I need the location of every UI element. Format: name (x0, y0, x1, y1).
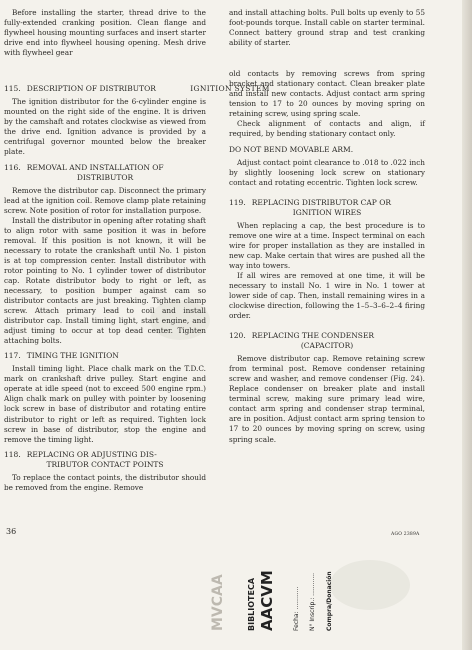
section-title-line2: TRIBUTOR CONTACT POINTS (46, 459, 164, 469)
starter-install-paragraph: and install attaching bolts. Pull bolts up evenly to 55 foot-pounds torque. Install cable on starter terminal. Connect battery ground strap and test cranking ability of starter. (229, 8, 425, 48)
section-119-paragraph-1: When replacing a cap, the best procedure is to remove one wire at a time. Inspect terminal on each wire for proper installation as they are installed in new cap. Make certain that wires are pushed all the way into towers. (229, 220, 425, 270)
contacts-paragraph: old contacts by removing screws from spring bracket and stationary contact. Clean breaker plate and install new contacts. Adjust contact arm spring tension to 17 to 20 ounces by moving spring on retaining screw, using spring scale. (229, 69, 425, 119)
section-number: 120. (229, 331, 246, 341)
section-116-paragraph-2: Install the distributor in opening after rotating shaft to align rotor with same position it was in before removal. If this position is not known, it will be necessary to rotate the crankshaft until No. 1 piston is at top compression center. Install distributor with rotor pointing to No. 1 cylinder tower of distributor cap. Rotate distributor body to right or left, as necessary, to position bumper against cam so distributor contacts are just breaking. Tighten clamp screw. Attach primary lead to coil and install distributor cap. Install timing light, start engine, and adjust timing to occur at top dead center. Tighten attaching bolts. (4, 215, 206, 346)
stamp-inscription-label: N° Inscrip.: ............ (309, 572, 316, 631)
stamp-faded-text: MVCAA (210, 574, 226, 631)
library-stamp (200, 540, 370, 635)
adjust-clearance-paragraph: Adjust contact point clearance to .018 to .022 inch by slightly loosening lock screw on stationary contact and rotating eccentric. Tighten lock screw. (229, 157, 425, 187)
stamp-library-label: BIBLIOTECA (247, 577, 256, 631)
section-title-line1: REMOVAL AND INSTALLATION OF (26, 162, 164, 172)
document-code: AGO 2389A (391, 532, 420, 537)
page-edge-shadow (462, 0, 472, 650)
stamp-date-label: Fecha: ............ (293, 586, 300, 631)
section-120-heading (229, 331, 425, 351)
stamp-purchase-label: Compra/Donación (326, 571, 333, 631)
section-119-heading (229, 198, 425, 218)
section-115-body: The ignition distributor for the 6-cylinder engine is mounted on the right side of the engine. It is driven by the camshaft and rotates clockwise as viewed from the drive end. Ignition advance is provided by a centrifugal governor mounted below the breaker plate. (4, 97, 206, 157)
section-title-line2: DISTRIBUTOR (76, 172, 134, 182)
page-number: 36 (6, 527, 17, 536)
section-118-body: To replace the contact points, the distributor should be removed from the engine. Remove (4, 472, 206, 492)
section-118-heading (4, 450, 206, 470)
section-title-line1: REPLACING DISTRIBUTOR CAP OR (251, 197, 392, 207)
section-116-paragraph-1: Remove the distributor cap. Disconnect the primary lead at the ignition coil. Remove clamp plate retaining screw. Note position of rotor for installation purpose. (4, 185, 206, 215)
section-116-heading (4, 163, 206, 183)
starter-continued-paragraph: Before installing the starter, thread drive to the fully-extended cranking position. Clean flange and flywheel housing mounting surfaces and insert starter drive end into flywheel housing opening. Mesh drive with flywheel gear (4, 8, 206, 58)
section-title-line2: (CAPACITOR) (300, 341, 354, 351)
section-117-body: Install timing light. Place chalk mark on the T.D.C. mark on crankshaft drive pulley. Start engine and operate at idle speed (not to exceed 500 engine rpm.) Align chalk mark on pulley with pointer by loosening lock screw in base of distributor and rotating entire distributor to right or left as required. Tighten lock screw in base of distributor, stop the engine and remove the timing light. (4, 364, 206, 444)
ignition-system-heading: IGNITION SYSTEM (190, 84, 270, 93)
section-title-line1: REPLACING THE CONDENSER (251, 331, 375, 341)
section-title: TIMING THE IGNITION (26, 351, 119, 361)
left-column (4, 8, 206, 493)
section-120-body: Remove distributor cap. Remove retaining screw from terminal post. Remove condenser retaining screw and washer, and remove condenser (Fig. 24). Replace condenser on breaker plate and install terminal screw, making sure primary lead wire, contact arm spring and condenser strap terminal, are in position. Adjust contact arm spring tension to 17 to 20 ounces by moving spring on screw, using spring scale. (229, 354, 425, 444)
right-column (229, 8, 425, 445)
section-number: 116. (4, 162, 21, 172)
section-title: DESCRIPTION OF DISTRIBUTOR (26, 84, 156, 94)
section-number: 115. (4, 84, 21, 94)
section-number: 117. (4, 351, 21, 361)
stamp-acronym: AACVM (258, 570, 276, 631)
section-title-line2: IGNITION WIRES (292, 207, 362, 217)
section-119-paragraph-2: If all wires are removed at one time, it will be necessary to install No. 1 wire in No. 1 tower at lower side of cap. Then, install remaining wires in a clockwise direction, following the 1–5–3–6–2–4 firing order. (229, 270, 425, 321)
section-number: 119. (229, 197, 246, 207)
section-number: 118. (4, 449, 21, 459)
check-alignment-paragraph: Check alignment of contacts and align, if required, by bending stationary contact only. (229, 119, 425, 139)
section-117-heading (4, 351, 206, 361)
warning-text: DO NOT BEND MOVABLE ARM. (229, 144, 354, 154)
section-title-line1: REPLACING OR ADJUSTING DIS- (26, 449, 157, 459)
